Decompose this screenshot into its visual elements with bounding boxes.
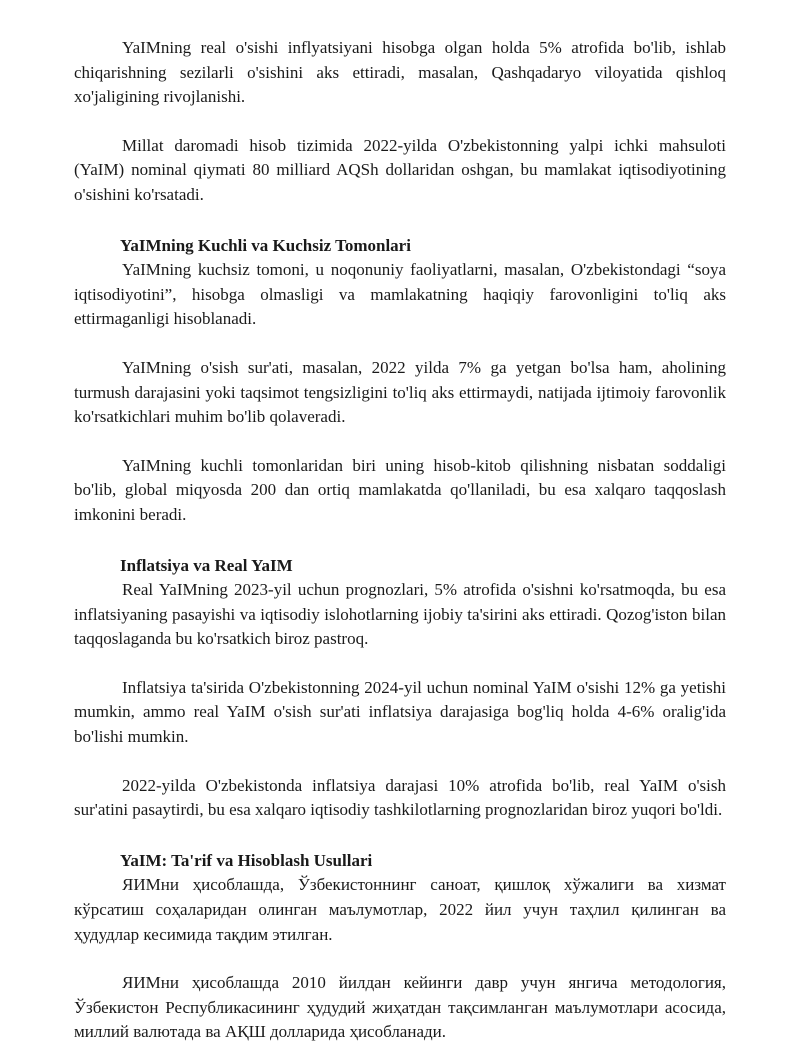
spacer	[74, 947, 726, 971]
spacer	[74, 332, 726, 356]
section-heading-definition: YaIM: Ta'rif va Hisoblash Usullari	[120, 850, 373, 870]
section-heading-strengths: YaIMning Kuchli va Kuchsiz Tomonlari	[120, 235, 411, 255]
document-page	[74, 36, 726, 1045]
paragraph-9: ЯИМни ҳисоблашда, Ўзбекистоннинг саноат, қишлоқ хўжалиги ва хизмат кўрсатиш соҳаларидан олинган маълумотлар, 2022 йил учун таҳлил қилинган ва ҳудудлар кесимида тақдим этилган.	[74, 875, 726, 944]
paragraph-1: YaIMning real o'sishi inflyatsiyani hisobga olgan holda 5% atrofida bo'lib, ishlab chiqarishning sezilarli o'sishini aks ettiradi, masalan, Qashqadaryo viloyatida qishloq xo'jaligining rivojlanishi.	[74, 38, 726, 107]
paragraph-5: YaIMning kuchli tomonlaridan biri uning hisob-kitob qilishning nisbatan soddaligi bo'lib, global miqyosda 200 dan ortiq mamlakatda qo'llaniladi, bu esa xalqaro taqqoslash imkonini beradi.	[74, 455, 726, 524]
spacer	[74, 750, 726, 774]
section-heading-inflation: Inflatsiya va Real YaIM	[120, 555, 293, 575]
paragraph-4: YaIMning o'sish sur'ati, masalan, 2022 yilda 7% ga yetgan bo'lsa ham, aholining turmush darajasini yoki taqsimot tengsizligini to'liq aks ettirmaydi, natijada ijtimoiy farovonlik ko'rsatkichlari muhim bo'lib qolaveradi.	[74, 357, 726, 427]
spacer	[74, 652, 726, 676]
spacer	[74, 823, 726, 849]
spacer	[74, 528, 726, 554]
paragraph-2: Millat daromadi hisob tizimida 2022-yilda O'zbekistonning yalpi ichki mahsuloti (YaIM) nominal qiymati 80 milliard AQSh dollaridan oshgan, bu mamlakat iqtisodiyotining o'sishini ko'rsatadi.	[74, 135, 726, 204]
spacer	[74, 430, 726, 454]
spacer	[74, 110, 726, 134]
paragraph-6: Real YaIMning 2023-yil uchun prognozlari, 5% atrofida o'sishni ko'rsatmoqda, bu esa inflatsiyaning pasayishi va iqtisodiy islohotlarning ijobiy ta'sirini aks ettiradi. Qozog'iston bilan taqqoslaganda bu ko'rsatkich biroz pastroq.	[74, 580, 726, 649]
spacer	[74, 208, 726, 234]
paragraph-7: Inflatsiya ta'sirida O'zbekistonning 2024-yil uchun nominal YaIM o'sishi 12% ga yetishi mumkin, ammo real YaIM o'sish sur'ati inflatsiya darajasiga bog'liq holda 4-6% oralig'ida bo'lishi mumkin.	[74, 677, 726, 747]
paragraph-8: 2022-yilda O'zbekistonda inflatsiya darajasi 10% atrofida bo'lib, real YaIM o'sish sur'atini pasaytirdi, bu esa xalqaro iqtisodiy tashkilotlarning prognozlaridan biroz yuqori bo'ldi.	[74, 775, 726, 820]
paragraph-10: ЯИМни ҳисоблашда 2010 йилдан кейинги давр учун янгича методология, Ўзбекистон Республикасининг ҳудудий жиҳатдан тақсимланган маълумотлари асосида, миллий валютада ва АҚШ долларида ҳисобланади.	[74, 973, 726, 1042]
paragraph-3: YaIMning kuchsiz tomoni, u noqonuniy faoliyatlarni, masalan, O'zbekistondagi “soya iqtisodiyotini”, hisobga olmasligi va mamlakatning haqiqiy farovonligini to'liq aks ettirmaganligi hisoblanadi.	[74, 260, 726, 329]
